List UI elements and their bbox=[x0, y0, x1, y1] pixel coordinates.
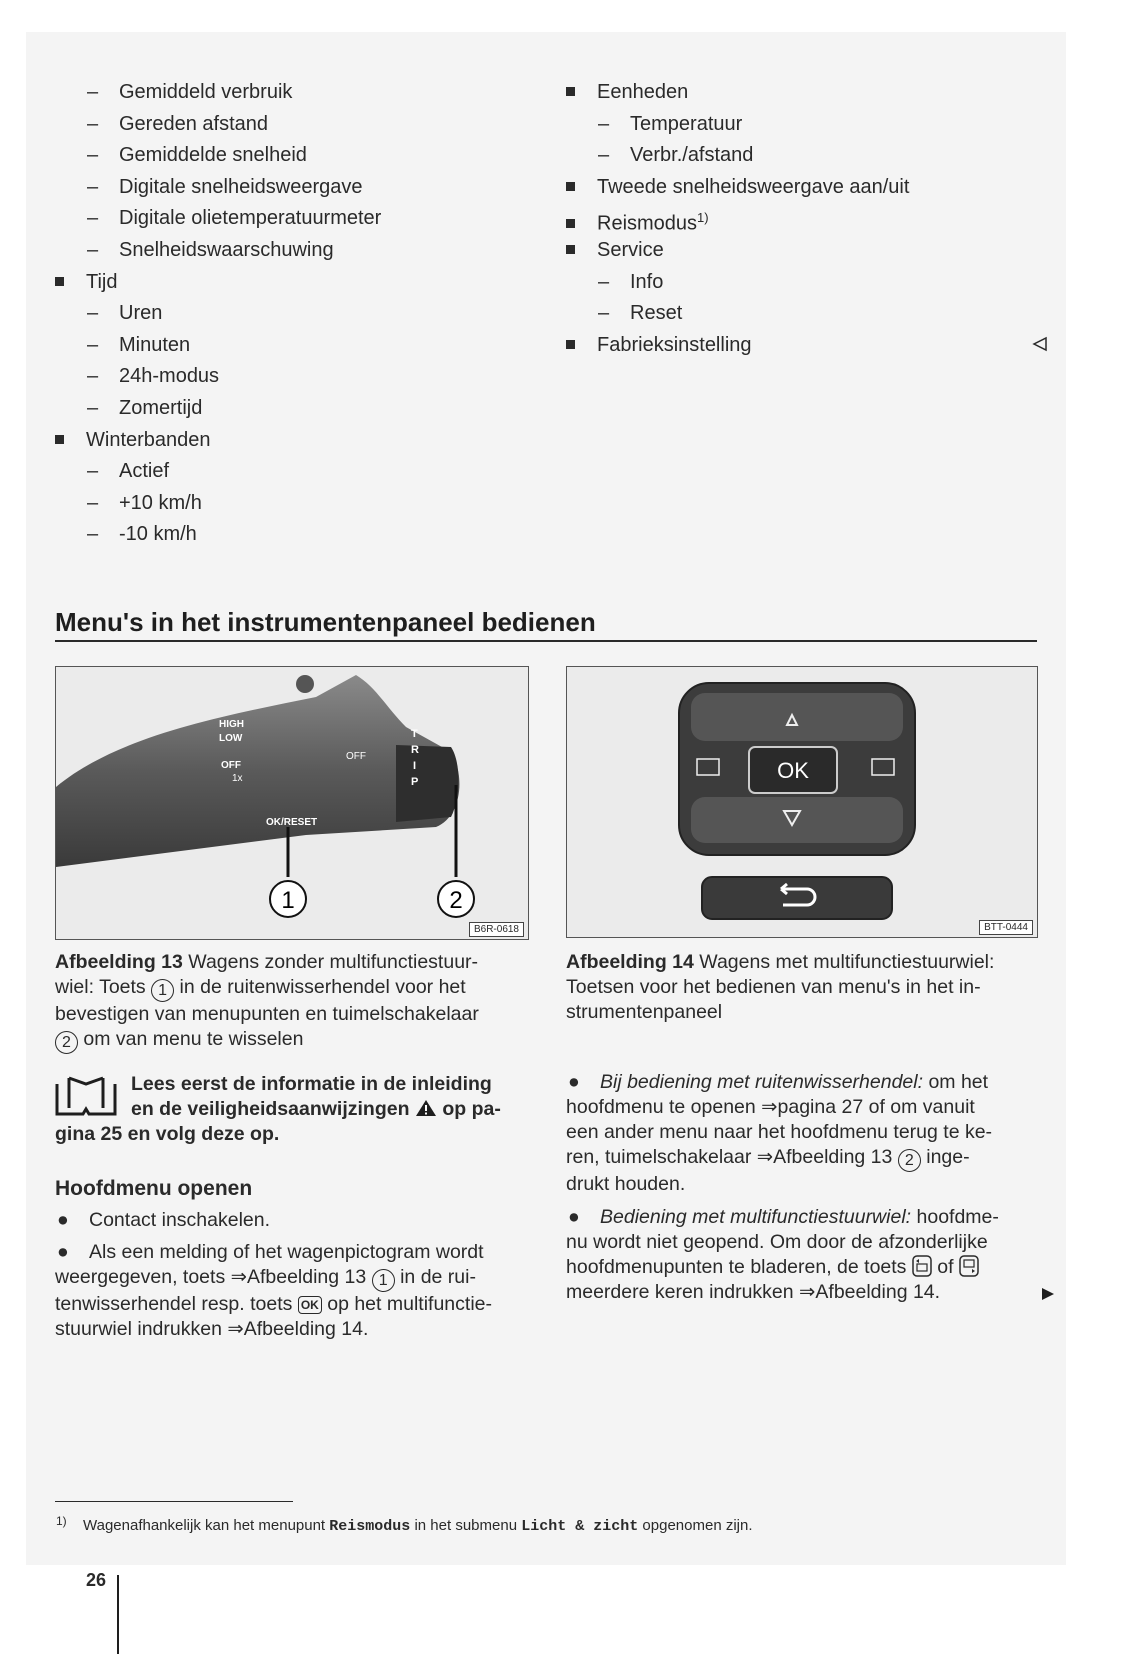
high-label: HIGH bbox=[219, 719, 244, 730]
p1-line3: een ander menu naar het hoofdmenu terug te ke- bbox=[566, 1121, 993, 1143]
dash-marker: – bbox=[87, 144, 99, 167]
left_list-item-label: Gemiddelde snelheid bbox=[119, 144, 307, 167]
p2-of: of bbox=[937, 1256, 954, 1278]
dash-marker: – bbox=[87, 333, 99, 356]
figure-13-caption-label: Afbeelding 13 bbox=[55, 951, 183, 973]
left_list-item bbox=[87, 459, 169, 483]
hoofdmenu-steps: ● Contact inschakelen. ● Als een melding of het wagenpictogram wordt weergegeven, toets ⇒Afbeelding 13 1 in de rui- tenwisserhendel resp. toets OK op het multifunctie- stuurwiel indrukken ⇒Afbeelding 14. bbox=[55, 1209, 492, 1340]
right_list-item bbox=[566, 238, 664, 262]
figure-14 bbox=[566, 666, 1038, 938]
left_list-item bbox=[87, 491, 202, 515]
trip-p: P bbox=[411, 776, 419, 788]
book-icon bbox=[55, 1076, 117, 1116]
continue-arrow-icon bbox=[1040, 1286, 1056, 1302]
footnote-rule bbox=[55, 1501, 293, 1502]
left_list-item-label: Gemiddeld verbruik bbox=[119, 81, 293, 103]
left_list-item-label: Actief bbox=[119, 460, 170, 483]
callout-1-label: 1 bbox=[281, 887, 295, 914]
low-label: LOW bbox=[219, 733, 243, 744]
square-bullet-icon bbox=[566, 245, 575, 254]
left_list-item bbox=[87, 80, 292, 104]
notice-line1: Lees eerst de informatie in de inleiding bbox=[131, 1073, 492, 1095]
caption13-line3: bevestigen van menupunten en tuimelschakelaar bbox=[55, 1003, 479, 1025]
p1-line2b: of om vanuit bbox=[868, 1096, 975, 1118]
right_list-item-label: Temperatuur bbox=[630, 112, 743, 135]
p2-ref[interactable]: Afbeelding 14. bbox=[815, 1281, 941, 1303]
right_list-item bbox=[566, 206, 709, 236]
dash-marker: – bbox=[87, 239, 99, 261]
left_list-item-label: Snelheidswaarschuwing bbox=[119, 239, 334, 261]
step-2-line1: Als een melding of het wagenpictogram wordt bbox=[89, 1241, 484, 1263]
p1-line5: drukt houden. bbox=[566, 1173, 686, 1195]
left_list-item bbox=[87, 364, 219, 388]
p1-a: om het bbox=[928, 1071, 989, 1093]
steering-buttons-illustration bbox=[567, 667, 1037, 937]
step-2-line4: stuurwiel indrukken bbox=[55, 1318, 222, 1340]
figure-14-caption bbox=[566, 950, 1038, 1025]
page-number: 26 bbox=[86, 1570, 107, 1590]
right_list-item-label: Fabrieksinstelling bbox=[597, 333, 752, 356]
caption14-line2: Toetsen voor het bedienen van menu's in het in- bbox=[566, 976, 981, 998]
footnote-code1: Reismodus bbox=[329, 1518, 411, 1535]
square-bullet-icon bbox=[566, 182, 575, 191]
square-bullet-icon bbox=[55, 435, 64, 444]
step-2-ref1[interactable]: Afbeelding 13 bbox=[246, 1266, 367, 1288]
p1-ref-page[interactable]: pagina 27 bbox=[777, 1096, 864, 1118]
figure-13-code: B6R-0618 bbox=[469, 922, 524, 937]
dash-marker: – bbox=[598, 270, 610, 293]
left_list-item-label: Gereden afstand bbox=[119, 112, 268, 135]
p1-line4b: inge- bbox=[926, 1146, 970, 1168]
left_list-item bbox=[87, 112, 268, 136]
ref-circle-2: 2 bbox=[55, 1031, 78, 1054]
menu-left-key-icon bbox=[912, 1255, 932, 1277]
p1-ref-fig[interactable]: Afbeelding 13 bbox=[773, 1146, 893, 1168]
warning-icon bbox=[415, 1099, 437, 1117]
off-label: OFF bbox=[221, 760, 241, 771]
dash-marker: – bbox=[598, 112, 610, 135]
left_list-item bbox=[87, 206, 381, 230]
figure-14-code: BTT-0444 bbox=[979, 920, 1033, 935]
caption14-line3: strumentenpaneel bbox=[566, 1001, 723, 1023]
step-2-ref2[interactable]: Afbeelding 14. bbox=[243, 1318, 369, 1340]
ref-circle-1: 1 bbox=[151, 979, 174, 1002]
notice-line2-text: en de veiligheidsaanwijzingen bbox=[131, 1098, 410, 1120]
footnote-text bbox=[83, 1517, 753, 1535]
dash-marker: – bbox=[87, 397, 99, 419]
step-2-line2b: in de rui- bbox=[400, 1266, 476, 1288]
wiper-lever-illustration bbox=[56, 667, 528, 939]
figure-13 bbox=[55, 666, 529, 940]
dash-marker: – bbox=[598, 302, 610, 325]
caption13-line1: Wagens zonder multifunctiestuur- bbox=[188, 951, 479, 973]
right_list-item bbox=[566, 333, 752, 357]
caption13-line2b: in de ruitenwisserhendel voor het bbox=[179, 976, 466, 998]
dash-marker: – bbox=[87, 112, 99, 135]
right_list-item-label: Eenheden bbox=[597, 81, 689, 103]
once-label: 1x bbox=[232, 773, 243, 784]
left_list-item-label: Zomertijd bbox=[119, 397, 203, 419]
p2-line3a: hoofdmenupunten te bladeren, de toets bbox=[566, 1256, 907, 1278]
left_list-item-label: Uren bbox=[119, 302, 163, 325]
p2-line2: nu wordt niet geopend. Om door de afzonderlijke bbox=[566, 1231, 988, 1253]
right_list-item bbox=[598, 270, 663, 294]
p1-line4a: ren, tuimelschakelaar bbox=[566, 1146, 752, 1168]
square-bullet-icon bbox=[566, 219, 575, 228]
caption13-line2: wiel: Toets bbox=[55, 976, 146, 998]
section-title: Menu's in het instrumentenpaneel bedienen bbox=[55, 607, 596, 637]
callout-2-label: 2 bbox=[449, 887, 463, 914]
ok-reset-label: OK/RESET bbox=[266, 817, 318, 828]
step-2-line3a: tenwisserhendel resp. toets bbox=[55, 1293, 293, 1315]
left_list-item bbox=[55, 428, 211, 452]
notice-line2-end: op pa- bbox=[442, 1098, 501, 1120]
right_list-item bbox=[598, 143, 753, 167]
dash-marker: – bbox=[87, 460, 99, 483]
left_list-item-label: Tijd bbox=[86, 270, 118, 293]
step-2-line3b: op het multifunctie- bbox=[327, 1293, 492, 1315]
caption14-line1: Wagens met multifunctiestuurwiel: bbox=[699, 951, 995, 973]
dash-marker: – bbox=[598, 144, 610, 167]
figure-13-caption bbox=[55, 950, 527, 1054]
square-bullet-icon bbox=[55, 277, 64, 286]
left_list-item bbox=[87, 301, 162, 325]
left_list-item-label: Digitale snelheidsweergave bbox=[119, 175, 363, 198]
right_list-item-label: Verbr./afstand bbox=[630, 144, 754, 167]
ok-button-label: OK bbox=[777, 758, 809, 783]
right_list-item-label: Reismodus bbox=[597, 213, 698, 236]
left_list-item bbox=[87, 175, 362, 199]
footnote-text-b: in het submenu bbox=[414, 1517, 518, 1534]
dash-marker: – bbox=[87, 81, 99, 103]
right_list-item bbox=[566, 175, 909, 199]
dash-marker: – bbox=[87, 523, 99, 546]
square-bullet-icon bbox=[566, 87, 575, 96]
right-column-text: ● Bij bediening met ruitenwisserhendel: om het hoofdmenu te openen ⇒pagina 27 of om vanuit een ander menu naar het hoofdmenu terug te ke- ren, tuimelschakelaar ⇒Afbeelding 13 2 inge- drukt houden. ● Bediening met multifunctiestuurwiel: hoofdme- nu wordt niet geopend. Om door de afzonderlijke hoofdmenupunten te bladeren, de toets of meerdere keren indrukken ⇒Afbeelding 14. bbox=[566, 1070, 1041, 1305]
p1-circle: 2 bbox=[898, 1149, 921, 1172]
p2-italic: Bediening met multifunctiestuurwiel: bbox=[600, 1206, 912, 1228]
right_list-item-label: Reset bbox=[630, 302, 683, 325]
figure-14-caption-label: Afbeelding 14 bbox=[566, 951, 694, 973]
hoofdmenu-heading: Hoofdmenu openen bbox=[55, 1177, 253, 1200]
left_list-item-label: Winterbanden bbox=[86, 428, 211, 451]
trip-t: T bbox=[411, 728, 418, 740]
dash-marker: – bbox=[87, 302, 99, 325]
right_list-item bbox=[598, 301, 682, 325]
step-2-circle: 1 bbox=[372, 1269, 395, 1292]
right_list-item bbox=[566, 80, 688, 104]
ok-key-icon: OK bbox=[298, 1296, 322, 1314]
left_list-item-label: +10 km/h bbox=[119, 491, 202, 514]
dash-marker: – bbox=[87, 491, 99, 514]
footnote-ref: 1) bbox=[697, 210, 709, 226]
menu-right-key-icon bbox=[959, 1255, 979, 1277]
back-marker-icon bbox=[1032, 336, 1048, 352]
footnote-text-c: opgenomen zijn. bbox=[642, 1517, 753, 1534]
left_list-item-label: 24h-modus bbox=[119, 365, 220, 388]
footnote-mark: 1) bbox=[56, 1514, 67, 1528]
step-2-line2a: weergegeven, toets bbox=[55, 1266, 226, 1288]
dash-marker: – bbox=[87, 365, 99, 388]
p1-italic: Bij bediening met ruitenwisserhendel: bbox=[600, 1071, 924, 1093]
right_list-item-label: Service bbox=[597, 239, 664, 261]
left_list-item bbox=[87, 238, 334, 262]
trip-i: I bbox=[413, 760, 417, 772]
left_list-item bbox=[87, 396, 202, 420]
left_list-item bbox=[87, 522, 197, 546]
square-bullet-icon bbox=[566, 340, 575, 349]
notice-line3: gina 25 en volg deze op. bbox=[55, 1123, 280, 1145]
left_list-item-label: Digitale olietemperatuurmeter bbox=[119, 207, 382, 230]
left_list-item-label: Minuten bbox=[119, 333, 191, 356]
footnote-code2: Licht & zicht bbox=[521, 1518, 639, 1535]
p2-a: hoofdme- bbox=[916, 1206, 999, 1228]
p1-line2a: hoofdmenu te openen bbox=[566, 1096, 756, 1118]
right_list-item-label: Info bbox=[630, 270, 664, 293]
left_list-item bbox=[55, 270, 117, 294]
dash-marker: – bbox=[87, 175, 99, 198]
p2-line4a: meerdere keren indrukken bbox=[566, 1281, 794, 1303]
notice-line2 bbox=[131, 1097, 501, 1122]
step-1: Contact inschakelen. bbox=[89, 1209, 271, 1231]
trip-r: R bbox=[411, 744, 419, 756]
right_list-item-label: Tweede snelheidsweergave aan/uit bbox=[597, 175, 910, 198]
section-rule bbox=[55, 640, 1037, 642]
back-button[interactable] bbox=[702, 877, 892, 919]
footnote-text-a: Wagenafhankelijk kan het menupunt bbox=[83, 1517, 326, 1534]
caption13-line4: om van menu te wisselen bbox=[83, 1028, 304, 1050]
page-number-rule bbox=[117, 1575, 119, 1654]
left_list-item bbox=[87, 143, 307, 167]
off2-label: OFF bbox=[346, 751, 366, 762]
left_list-item-label: -10 km/h bbox=[119, 523, 197, 546]
dash-marker: – bbox=[87, 207, 99, 230]
left_list-item bbox=[87, 333, 190, 357]
right_list-item bbox=[598, 112, 742, 136]
